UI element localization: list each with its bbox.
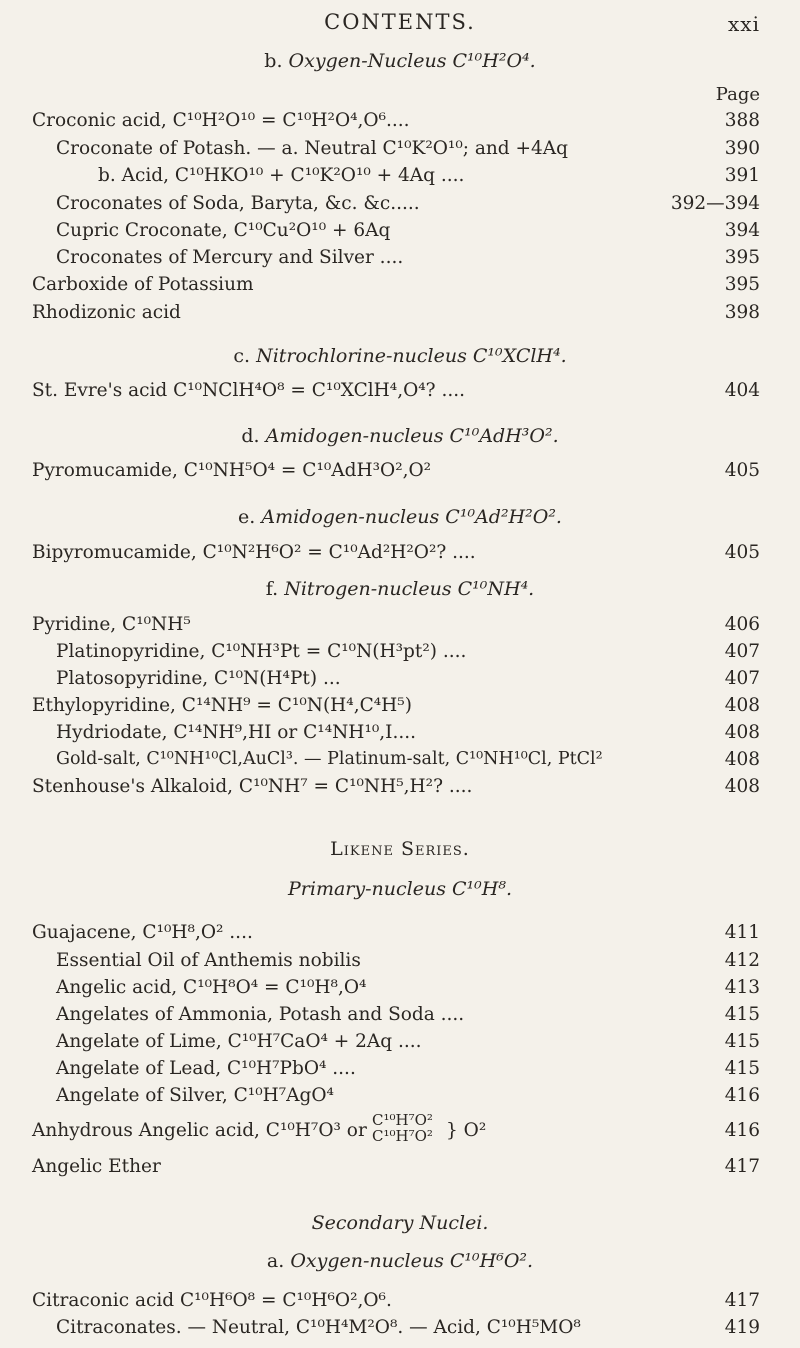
entry-page: 416 xyxy=(724,1120,760,1141)
toc-entry[interactable] xyxy=(0,302,800,330)
entry-page: 417 xyxy=(724,1156,760,1177)
toc-entry[interactable] xyxy=(0,220,800,248)
section-heading-f xyxy=(0,578,800,600)
toc-entry[interactable] xyxy=(0,922,800,950)
entry-page: 407 xyxy=(724,641,760,662)
section-title: Amidogen-nucleus C¹⁰AdH³O². xyxy=(265,425,559,447)
entry-text: Hydriodate, C¹⁴NH⁹,HI or C¹⁴NH¹⁰,I.... xyxy=(56,722,416,743)
entry-page: 408 xyxy=(724,776,760,797)
toc-entry[interactable] xyxy=(0,110,800,138)
toc-entry[interactable] xyxy=(0,749,800,777)
section-letter: b. xyxy=(264,50,283,72)
entry-text: Citraconic acid C¹⁰H⁶O⁸ = C¹⁰H⁶O²,O⁶. xyxy=(32,1290,392,1311)
toc-entry[interactable] xyxy=(0,977,800,1005)
entry-page: 412 xyxy=(724,950,760,971)
section-heading-a xyxy=(0,1250,800,1272)
toc-entry[interactable] xyxy=(0,1004,800,1032)
toc-entry[interactable] xyxy=(0,668,800,696)
section-heading-b xyxy=(0,50,800,72)
entry-page: 411 xyxy=(724,922,760,943)
entry-page: 413 xyxy=(724,977,760,998)
toc-entry[interactable] xyxy=(0,460,800,488)
entry-text: Platinopyridine, C¹⁰NH³Pt = C¹⁰N(H³pt²) .... xyxy=(56,641,467,662)
section-title: Oxygen-nucleus C¹⁰H⁶O². xyxy=(290,1250,534,1272)
fraction-top: C¹⁰H⁷O² xyxy=(372,1111,433,1129)
entry-text: Angelate of Silver, C¹⁰H⁷AgO⁴ xyxy=(56,1085,334,1106)
section-letter: a. xyxy=(266,1250,285,1272)
entry-page: 419 xyxy=(724,1317,760,1338)
entry-page: 406 xyxy=(724,614,760,635)
entry-text: Platosopyridine, C¹⁰N(H⁴Pt) ... xyxy=(56,668,341,689)
section-letter: d. xyxy=(241,425,260,447)
entry-text: Angelic acid, C¹⁰H⁸O⁴ = C¹⁰H⁸,O⁴ xyxy=(56,977,367,998)
toc-entry[interactable] xyxy=(0,1085,800,1113)
running-title: CONTENTS. xyxy=(324,10,476,34)
section-title: Nitrogen-nucleus C¹⁰NH⁴. xyxy=(284,578,535,600)
section-title: Secondary Nuclei. xyxy=(311,1212,489,1234)
toc-entry[interactable] xyxy=(0,614,800,642)
entry-text: Stenhouse's Alkaloid, C¹⁰NH⁷ = C¹⁰NH⁵,H²? .... xyxy=(32,776,473,797)
entry-page: 415 xyxy=(724,1031,760,1052)
page-number: xxi xyxy=(728,12,760,36)
section-title: Nitrochlorine-nucleus C¹⁰XClH⁴. xyxy=(256,345,567,367)
toc-entry[interactable] xyxy=(0,138,800,166)
entry-page: 395 xyxy=(724,247,760,268)
toc-entry[interactable] xyxy=(0,542,800,570)
entry-page: 405 xyxy=(724,460,760,481)
section-letter: f. xyxy=(265,578,279,600)
entry-text: Guajacene, C¹⁰H⁸,O² .... xyxy=(32,922,253,943)
entry-page: 398 xyxy=(724,302,760,323)
fraction-suffix: } O² xyxy=(446,1120,487,1141)
entry-page: 405 xyxy=(724,542,760,563)
toc-entry[interactable] xyxy=(0,950,800,978)
entry-text: Angelate of Lead, C¹⁰H⁷PbO⁴ .... xyxy=(56,1058,356,1079)
toc-entry[interactable] xyxy=(0,1031,800,1059)
section-letter: e. xyxy=(238,506,256,528)
primary-nucleus-heading xyxy=(0,878,800,900)
entry-page: 417 xyxy=(724,1290,760,1311)
toc-entry[interactable] xyxy=(0,695,800,723)
formula-fraction xyxy=(372,1112,433,1144)
section-heading-d xyxy=(0,425,800,447)
page-header xyxy=(0,10,800,44)
entry-text: Citraconates. — Neutral, C¹⁰H⁴M²O⁸. — Acid, C¹⁰H⁵MO⁸ xyxy=(56,1317,581,1338)
entry-text: Cupric Croconate, C¹⁰Cu²O¹⁰ + 6Aq xyxy=(56,220,391,241)
entry-text: Angelate of Lime, C¹⁰H⁷CaO⁴ + 2Aq .... xyxy=(56,1031,422,1052)
entry-text: Pyridine, C¹⁰NH⁵ xyxy=(32,614,191,635)
section-heading-c xyxy=(0,345,800,367)
entry-text: Ethylopyridine, C¹⁴NH⁹ = C¹⁰N(H⁴,C⁴H⁵) xyxy=(32,695,412,716)
section-title: Primary-nucleus C¹⁰H⁸. xyxy=(288,878,512,900)
entry-text: Anhydrous Angelic acid, C¹⁰H⁷O³ or xyxy=(32,1120,367,1141)
entry-page: 408 xyxy=(724,749,760,770)
entry-text: Angelic Ether xyxy=(32,1156,161,1177)
entry-text: b. Acid, C¹⁰HKO¹⁰ + C¹⁰K²O¹⁰ + 4Aq .... xyxy=(98,165,465,186)
page-column-label: Page xyxy=(715,84,760,105)
entry-text: Croconates of Soda, Baryta, &c. &c..... xyxy=(56,193,420,214)
section-letter: c. xyxy=(233,345,251,367)
entry-page: 394 xyxy=(724,220,760,241)
entry-text: Essential Oil of Anthemis nobilis xyxy=(56,950,361,971)
toc-entry[interactable] xyxy=(0,165,800,193)
secondary-heading xyxy=(0,1212,800,1234)
entry-text: Rhodizonic acid xyxy=(32,302,181,323)
entry-page: 408 xyxy=(724,695,760,716)
toc-entry[interactable] xyxy=(0,722,800,750)
toc-entry[interactable] xyxy=(0,1156,800,1184)
entry-page: 392—394 xyxy=(670,193,760,214)
entry-text: Pyromucamide, C¹⁰NH⁵O⁴ = C¹⁰AdH³O²,O² xyxy=(32,460,432,481)
entry-page: 415 xyxy=(724,1058,760,1079)
entry-text: Carboxide of Potassium xyxy=(32,274,254,295)
entry-page: 408 xyxy=(724,722,760,743)
section-title: Amidogen-nucleus C¹⁰Ad²H²O². xyxy=(261,506,562,528)
entry-text: St. Evre's acid C¹⁰NClH⁴O⁸ = C¹⁰XClH⁴,O⁴? .... xyxy=(32,380,465,401)
toc-entry[interactable] xyxy=(0,1112,800,1152)
toc-entry[interactable] xyxy=(0,641,800,669)
entry-page: 391 xyxy=(724,165,760,186)
toc-entry[interactable] xyxy=(0,247,800,275)
entry-text: Angelates of Ammonia, Potash and Soda .... xyxy=(56,1004,465,1025)
section-heading-e xyxy=(0,506,800,528)
section-title: Oxygen-Nucleus C¹⁰H²O⁴. xyxy=(288,50,536,72)
entry-page: 404 xyxy=(724,380,760,401)
entry-text: Bipyromucamide, C¹⁰N²H⁶O² = C¹⁰Ad²H²O²? .... xyxy=(32,542,476,563)
entry-page: 388 xyxy=(724,110,760,131)
fraction-bottom: C¹⁰H⁷O² xyxy=(372,1127,433,1145)
series-heading: Likene Series. xyxy=(330,838,470,860)
entry-text: Croconate of Potash. — a. Neutral C¹⁰K²O¹⁰; and +4Aq xyxy=(56,138,568,159)
toc-entry[interactable] xyxy=(0,274,800,302)
entry-page: 407 xyxy=(724,668,760,689)
toc-entry[interactable] xyxy=(0,380,800,408)
toc-entry[interactable] xyxy=(0,1317,800,1345)
toc-entry[interactable] xyxy=(0,193,800,221)
entry-page: 395 xyxy=(724,274,760,295)
entry-text: Croconic acid, C¹⁰H²O¹⁰ = C¹⁰H²O⁴,O⁶.... xyxy=(32,110,410,131)
entry-text: Croconates of Mercury and Silver .... xyxy=(56,247,404,268)
entry-text: Gold-salt, C¹⁰NH¹⁰Cl,AuCl³. — Platinum-salt, C¹⁰NH¹⁰Cl, PtCl² xyxy=(56,749,603,769)
toc-entry[interactable] xyxy=(0,776,800,804)
entry-page: 415 xyxy=(724,1004,760,1025)
toc-entry[interactable] xyxy=(0,1290,800,1318)
entry-page: 416 xyxy=(724,1085,760,1106)
toc-entry[interactable] xyxy=(0,1058,800,1086)
entry-page: 390 xyxy=(724,138,760,159)
